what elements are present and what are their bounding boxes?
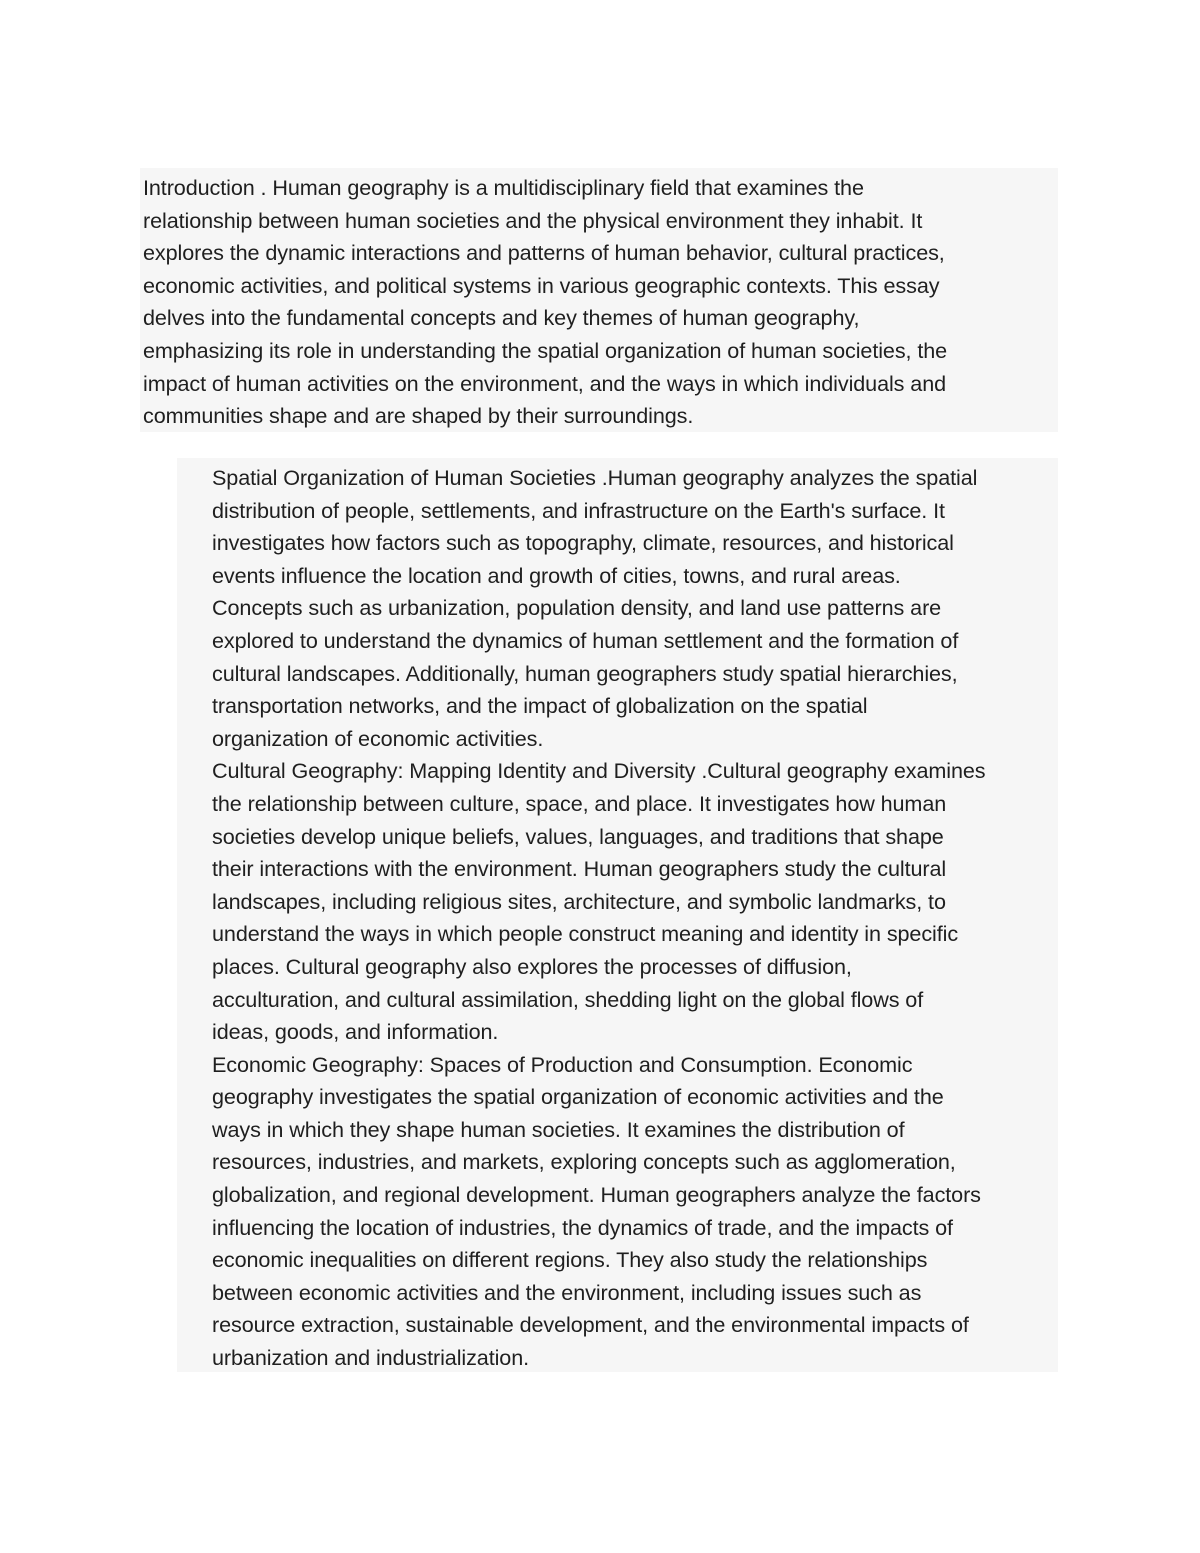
text-line: influencing the location of industries, the dynamics of trade, and the impacts of: [212, 1214, 953, 1240]
text-line: societies develop unique beliefs, values, languages, and traditions that shape: [212, 823, 944, 849]
cultural-geography-paragraph: [212, 755, 1056, 1048]
text-line: places. Cultural geography also explores the processes of diffusion,: [212, 953, 852, 979]
text-line: landscapes, including religious sites, architecture, and symbolic landmarks, to: [212, 888, 946, 914]
text-line: acculturation, and cultural assimilation, shedding light on the global flows of: [212, 986, 924, 1012]
text-line: Cultural Geography: Mapping Identity and Diversity .Cultural geography examines: [212, 758, 986, 784]
text-line: ways in which they shape human societies. It examines the distribution of: [212, 1116, 905, 1142]
text-line: communities shape and are shaped by their surroundings.: [143, 403, 694, 429]
text-line: relationship between human societies and the physical environment they inhabit. It: [143, 207, 923, 233]
text-line: distribution of people, settlements, and infrastructure on the Earth's surface. It: [212, 497, 945, 523]
introduction-paragraph: [143, 172, 1056, 433]
text-line: ideas, goods, and information.: [212, 1019, 499, 1045]
text-line: understand the ways in which people construct meaning and identity in specific: [212, 921, 959, 947]
text-line: cultural landscapes. Additionally, human geographers study spatial hierarchies,: [212, 660, 958, 686]
text-line: resources, industries, and markets, exploring concepts such as agglomeration,: [212, 1149, 956, 1175]
text-line: events influence the location and growth of cities, towns, and rural areas.: [212, 562, 901, 588]
text-line: Spatial Organization of Human Societies .Human geography analyzes the spatial: [212, 465, 978, 490]
sections-block: [177, 458, 1058, 1372]
text-line: emphasizing its role in understanding the spatial organization of human societies, the: [143, 337, 948, 363]
spatial-organization-paragraph: [212, 462, 1056, 755]
text-line: economic inequalities on different regions. They also study the relationships: [212, 1247, 928, 1273]
text-line: their interactions with the environment. Human geographers study the cultural: [212, 856, 947, 882]
text-line: Economic Geography: Spaces of Production and Consumption. Economic: [212, 1051, 913, 1077]
text-line: globalization, and regional development. Human geographers analyze the factors: [212, 1182, 981, 1208]
text-line: explores the dynamic interactions and patterns of human behavior, cultural practices,: [143, 240, 945, 266]
text-line: Concepts such as urbanization, population density, and land use patterns are: [212, 595, 942, 621]
introduction-block: [140, 168, 1058, 432]
economic-geography-paragraph: [212, 1049, 1056, 1375]
text-line: geography investigates the spatial organization of economic activities and the: [212, 1084, 944, 1110]
text-line: urbanization and industrialization.: [212, 1345, 530, 1371]
text-line: the relationship between culture, space, and place. It investigates how human: [212, 790, 947, 816]
text-line: between economic activities and the environment, including issues such as: [212, 1279, 922, 1305]
text-line: economic activities, and political systems in various geographic contexts. This essay: [143, 272, 940, 298]
text-line: resource extraction, sustainable development, and the environmental impacts of: [212, 1312, 969, 1338]
text-line: explored to understand the dynamics of human settlement and the formation of: [212, 627, 959, 653]
text-line: Introduction . Human geography is a multidisciplinary field that examines the: [143, 175, 864, 200]
text-line: transportation networks, and the impact of globalization on the spatial: [212, 693, 868, 719]
text-line: delves into the fundamental concepts and key themes of human geography,: [143, 305, 860, 331]
text-line: impact of human activities on the environment, and the ways in which individuals and: [143, 370, 947, 396]
text-line: investigates how factors such as topography, climate, resources, and historical: [212, 530, 954, 556]
text-line: organization of economic activities.: [212, 725, 544, 751]
